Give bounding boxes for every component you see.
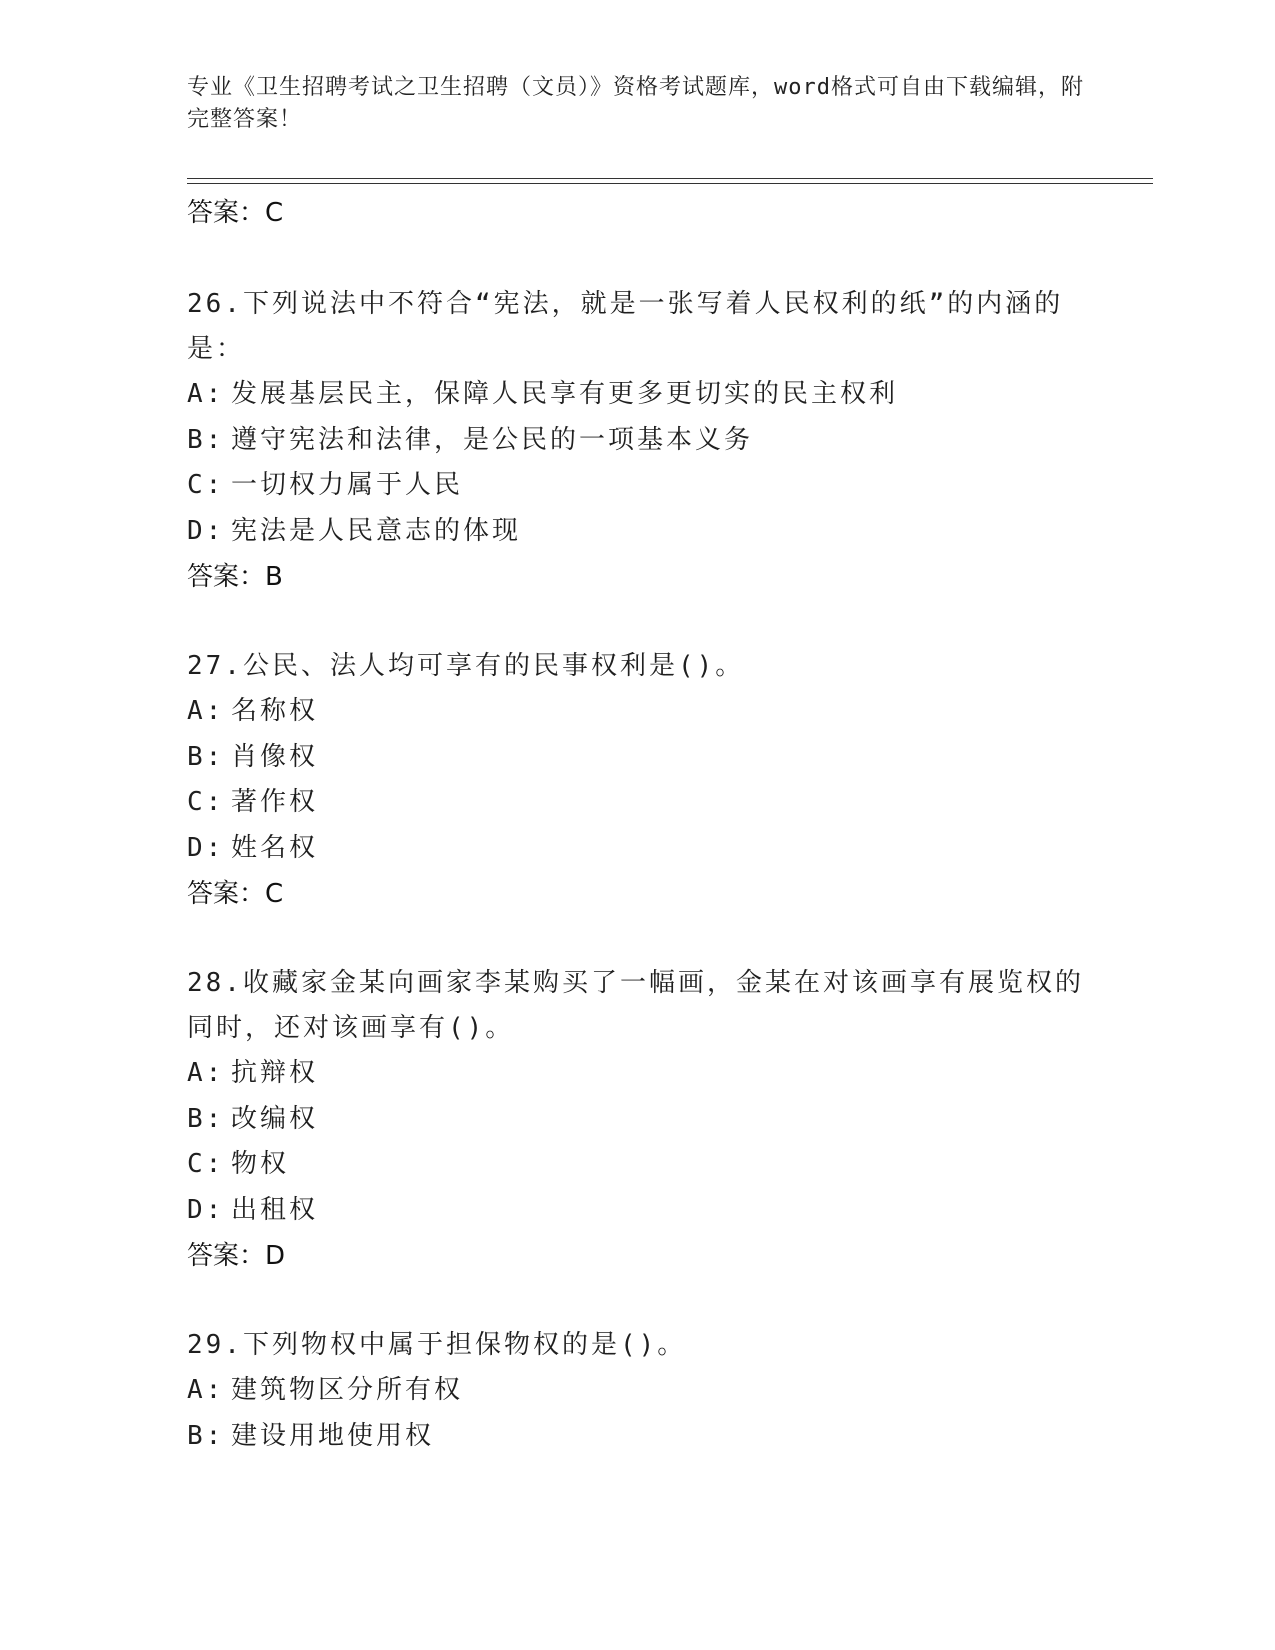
option-a: [187, 1051, 1153, 1097]
question-28: [187, 961, 1153, 1279]
option-key: B:: [187, 1103, 225, 1134]
option-text: 肖像权: [231, 741, 319, 772]
option-key: C:: [187, 787, 225, 817]
answer-line: 答案：B: [187, 562, 283, 592]
question-29: [187, 1323, 1153, 1459]
answer-line: 答案：C: [187, 879, 284, 909]
option-c: [187, 463, 1153, 509]
option-b: [187, 735, 1153, 781]
answer-line: 答案：D: [187, 1241, 286, 1271]
option-text: 建设用地使用权: [231, 1420, 435, 1451]
option-key: A:: [187, 1058, 225, 1088]
option-text: 抗辩权: [231, 1058, 319, 1088]
question-27: [187, 644, 1153, 917]
option-c: [187, 1142, 1153, 1188]
question-stem: 28.收藏家金某向画家李某购买了一幅画，金某在对该画享有展览权的同时，还对该画享有()。: [187, 968, 1084, 1043]
option-key: B:: [187, 424, 225, 455]
option-text: 宪法是人民意志的体现: [231, 515, 522, 546]
document-body: [187, 190, 1153, 1459]
answer-line: 答案：C: [187, 198, 284, 228]
option-key: D:: [187, 1194, 225, 1225]
document-header: 专业《卫生招聘考试之卫生招聘（文员）》资格考试题库，word格式可自由下载编辑，附完整答案！: [187, 75, 1084, 132]
option-text: 发展基层民主，保障人民享有更多更切实的民主权利: [231, 379, 899, 409]
option-key: C:: [187, 1149, 225, 1179]
option-b: [187, 1097, 1153, 1143]
option-text: 著作权: [231, 787, 319, 817]
header-divider: [187, 178, 1153, 184]
option-text: 一切权力属于人民: [231, 470, 464, 500]
option-key: A:: [187, 1375, 225, 1405]
option-a: [187, 689, 1153, 735]
option-key: A:: [187, 379, 225, 409]
question-26: [187, 282, 1153, 600]
option-text: 遵守宪法和法律，是公民的一项基本义务: [231, 424, 754, 455]
question-stem: 29.下列物权中属于担保物权的是()。: [187, 1330, 687, 1360]
option-b: [187, 418, 1153, 464]
option-d: [187, 826, 1153, 872]
option-c: [187, 780, 1153, 826]
option-b: [187, 1414, 1153, 1460]
option-a: [187, 1368, 1153, 1414]
option-d: [187, 1188, 1153, 1234]
option-text: 物权: [231, 1149, 290, 1179]
option-key: D:: [187, 832, 225, 863]
option-text: 建筑物区分所有权: [231, 1375, 464, 1405]
option-text: 姓名权: [231, 832, 319, 863]
option-d: [187, 509, 1153, 555]
option-text: 出租权: [231, 1194, 319, 1225]
option-key: C:: [187, 470, 225, 500]
option-key: D:: [187, 515, 225, 546]
option-key: B:: [187, 1420, 225, 1451]
question-stem: 27.公民、法人均可享有的民事权利是()。: [187, 651, 745, 681]
question-stem: 26.下列说法中不符合“宪法，就是一张写着人民权利的纸”的内涵的是：: [187, 289, 1064, 364]
option-text: 改编权: [231, 1103, 319, 1134]
option-text: 名称权: [231, 696, 319, 726]
option-key: B:: [187, 741, 225, 772]
option-key: A:: [187, 696, 225, 726]
option-a: [187, 372, 1153, 418]
